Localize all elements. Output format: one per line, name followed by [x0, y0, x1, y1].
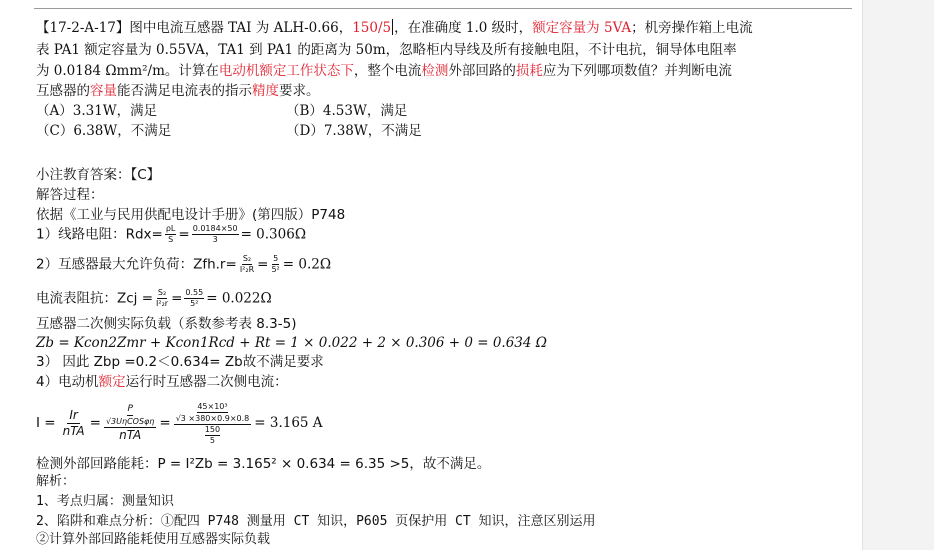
step-3: 电流表阻抗：Zcj = $\frac{\text{S₂}}{\text{I²₂r}}$ = $\frac{0.55}{\text{5²}}$ = 0.022Ω: [36, 288, 272, 308]
question-text: 能否满足电流表的指示: [117, 83, 252, 99]
question-text: ，整个电流: [353, 63, 422, 79]
highlight-text: 容量: [90, 83, 117, 99]
question-text: 为 0.0184 Ωmm²/m。计算在: [36, 63, 219, 79]
option-d: （D）7.38W，不满足: [286, 123, 422, 139]
step-5: 3） 因此 Zbp =0.2＜0.634= Zb故不满足要求: [36, 354, 324, 370]
question-text: 外部回路的: [448, 63, 516, 79]
process-title: 解答过程：: [36, 187, 104, 203]
option-c: （C）6.38W，不满足: [36, 123, 172, 139]
option-a: （A）3.31W，满足: [36, 103, 158, 119]
question-line-3: [36, 61, 732, 81]
step-6-formula: I = Ir nTA = P √3UηCOSφη nTA = 45×10³ √3 ×380×0.9×0.8 150 5 = 3.165 A: [36, 401, 323, 445]
note-3: ②计算外部回路能耗使用互感器实际负载: [36, 532, 271, 547]
step-7: 检测外部回路能耗：P = I²Zb = 3.165² × 0.634 = 6.35 >5，故不满足。: [36, 456, 491, 472]
fraction: $\frac{\rho L}{S}$: [165, 224, 176, 244]
step-2: 2）互感器最大允许负荷：Zfh.r= $\frac{\text{S₂}}{\text{I²₂R}}$ = $\frac{5}{\text{5²}}$ = 0.2Ω: [36, 254, 332, 274]
fraction: P √3UηCOSφη nTA: [105, 403, 155, 442]
question-line-1: [36, 18, 753, 38]
fraction: $\frac{\text{S₂}}{\text{I²₂r}}$: [156, 288, 169, 308]
step-label: 电流表阻抗：Zcj =: [36, 290, 154, 307]
fraction: $\frac{0.55}{\text{5²}}$: [185, 288, 204, 308]
step-1: 1）线路电阻：Rdx= $\frac{\rho L}{S}$ = $\frac{0.0184\times 50}{3}$ = 0.306Ω: [36, 224, 307, 244]
highlight-text: 损耗: [515, 63, 543, 79]
step-result: = 0.306Ω: [240, 226, 307, 243]
highlight-text: 150/5: [352, 20, 392, 36]
question-text: 要求。: [279, 83, 320, 99]
note-1: 1、考点归属：测量知识: [36, 494, 174, 509]
fraction: 45×10³ √3 ×380×0.9×0.8 150 5: [175, 401, 250, 445]
question-text: ；机旁操作箱上电流: [631, 20, 753, 36]
reference-text: 依据《工业与民用供配电设计手册》(第四版）P748: [36, 207, 346, 223]
highlight-text: 检测: [421, 63, 449, 79]
step-label: 2）互感器最大允许负荷：Zfh.r=: [36, 256, 237, 273]
fraction: Ir nTA: [62, 407, 85, 438]
question-text: 互感器的: [36, 83, 90, 99]
header-divider: [34, 8, 852, 9]
step-4-formula: Zb = Kcon2Zmr + Kcon1Rcd + Rt = 1 × 0.022 + 2 × 0.306 + 0 = 0.634 Ω: [36, 335, 547, 351]
answer-header: 小注教育答案：【C】: [36, 167, 161, 183]
text-cursor: [392, 19, 393, 35]
highlight-text: 精度: [252, 83, 279, 99]
option-b: （B）4.53W，满足: [286, 103, 408, 119]
fraction: $\frac{5}{\text{5²}}$: [271, 254, 280, 274]
analysis-title: 解析：: [36, 474, 76, 489]
step-result: = 3.165 A: [254, 415, 323, 431]
question-text: 【17-2-A-17】图中电流互感器 TAI 为 ALH-0.66，: [36, 20, 353, 36]
fraction: $\frac{\text{S₂}}{\text{I²₂R}}$: [239, 254, 255, 274]
step-6-title: 4）电动机额定运行时互感器二次侧电流：: [36, 374, 288, 390]
step-label: 1）线路电阻：Rdx=: [36, 226, 163, 243]
highlight-text: 额定: [98, 374, 126, 390]
highlight-text: 额定容量为 5VA: [532, 20, 632, 36]
step-result: = 0.022Ω: [206, 290, 272, 307]
question-line-4: [36, 81, 320, 101]
question-text: 应为下列哪项数值？并判断电流: [542, 63, 732, 79]
highlight-text: 电动机额定工作状态下: [218, 63, 354, 79]
question-line-2: 表 PA1 额定容量为 0.55VA，TA1 到 PA1 的距离为 50m，忽略柜内导线及所有接触电阻，不计电抗，铜导体电阻率: [36, 42, 737, 58]
note-2: 2、陷阱和难点分析：①配四 P748 测量用 CT 知识，P605 页保护用 CT 知识，注意区别运用: [36, 514, 596, 529]
question-text: ，在准确度 1.0 级时，: [394, 20, 533, 36]
step-result: = 0.2Ω: [282, 256, 332, 273]
step-4-title: 互感器二次侧实际负载（系数参考表 8.3-5): [36, 316, 297, 332]
side-panel: [862, 0, 934, 550]
fraction: $\frac{0.0184\times 50}{3}$: [192, 224, 238, 244]
